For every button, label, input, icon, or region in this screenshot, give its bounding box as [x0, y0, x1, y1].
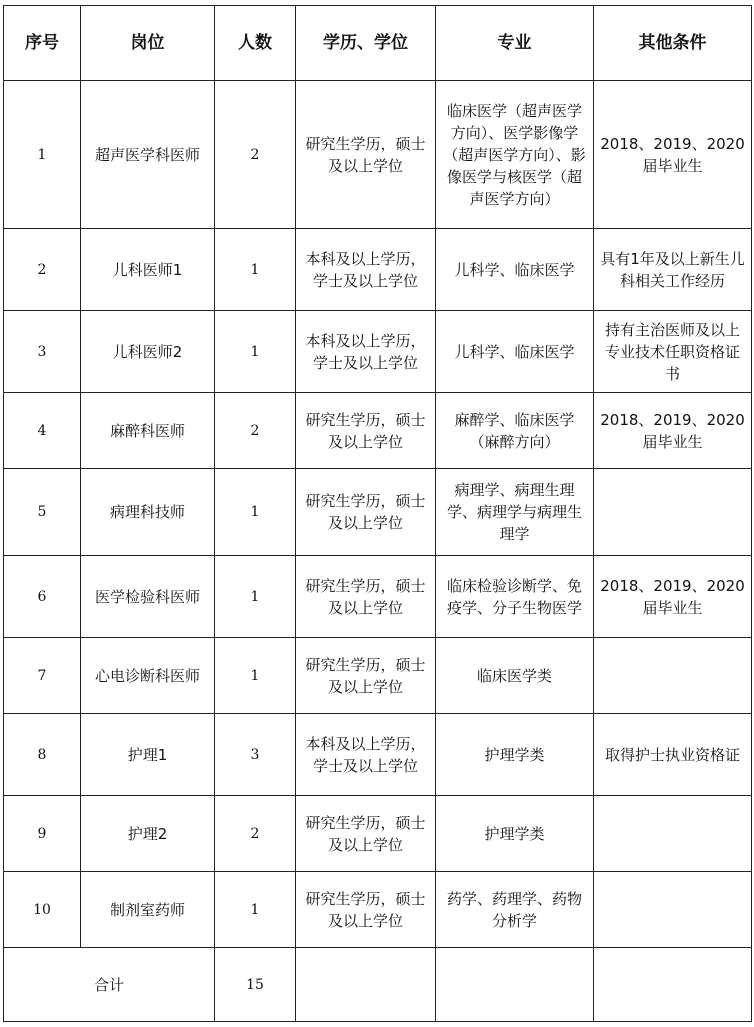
- table-row: [4, 469, 752, 556]
- row-index: 10: [4, 872, 81, 948]
- row-other: 持有主治医师及以上专业技术任职资格证书: [594, 311, 752, 393]
- header-other: 其他条件: [594, 6, 752, 81]
- row-index: 4: [4, 393, 81, 469]
- row-other: 2018、2019、2020届毕业生: [594, 556, 752, 638]
- row-count: 1: [215, 229, 296, 311]
- header-education: 学历、学位: [296, 6, 436, 81]
- row-position: 制剂室药师: [81, 872, 215, 948]
- row-index: 7: [4, 638, 81, 714]
- row-index: 3: [4, 311, 81, 393]
- row-major: 临床检验诊断学、免疫学、分子生物医学: [436, 556, 594, 638]
- row-education: 本科及以上学历，学士及以上学位: [296, 714, 436, 796]
- row-other: [594, 872, 752, 948]
- row-other: [594, 469, 752, 556]
- row-position: 病理科技师: [81, 469, 215, 556]
- row-other: 具有1年及以上新生儿科相关工作经历: [594, 229, 752, 311]
- row-count: 1: [215, 556, 296, 638]
- row-position: 医学检验科医师: [81, 556, 215, 638]
- row-other: 取得护士执业资格证: [594, 714, 752, 796]
- row-major: 护理学类: [436, 714, 594, 796]
- row-major: 麻醉学、临床医学（麻醉方向）: [436, 393, 594, 469]
- row-education: 研究生学历，硕士及以上学位: [296, 638, 436, 714]
- table-row: [4, 796, 752, 872]
- row-index: 1: [4, 81, 81, 229]
- row-position: 麻醉科医师: [81, 393, 215, 469]
- row-major: 临床医学（超声医学方向）、医学影像学（超声医学方向）、影像医学与核医学（超声医学方向）: [436, 81, 594, 229]
- row-position: 儿科医师2: [81, 311, 215, 393]
- row-index: 8: [4, 714, 81, 796]
- row-major: 儿科学、临床医学: [436, 311, 594, 393]
- header-major: 专业: [436, 6, 594, 81]
- total-empty-other: [594, 948, 752, 1022]
- row-education: 本科及以上学历，学士及以上学位: [296, 229, 436, 311]
- row-count: 1: [215, 872, 296, 948]
- row-other: [594, 638, 752, 714]
- row-major: 护理学类: [436, 796, 594, 872]
- row-index: 6: [4, 556, 81, 638]
- recruitment-table: [3, 5, 752, 1022]
- row-index: 9: [4, 796, 81, 872]
- total-row: [4, 948, 752, 1022]
- row-position: 儿科医师1: [81, 229, 215, 311]
- row-count: 1: [215, 311, 296, 393]
- row-major: 药学、药理学、药物分析学: [436, 872, 594, 948]
- header-position: 岗位: [81, 6, 215, 81]
- row-major: 临床医学类: [436, 638, 594, 714]
- total-label: 合计: [4, 948, 215, 1022]
- table-row: [4, 229, 752, 311]
- table-row: [4, 393, 752, 469]
- header-index: 序号: [4, 6, 81, 81]
- row-count: 3: [215, 714, 296, 796]
- row-other: [594, 796, 752, 872]
- table-row: [4, 714, 752, 796]
- total-count: 15: [215, 948, 296, 1022]
- row-position: 心电诊断科医师: [81, 638, 215, 714]
- table-row: [4, 311, 752, 393]
- row-education: 研究生学历，硕士及以上学位: [296, 469, 436, 556]
- row-other: 2018、2019、2020届毕业生: [594, 393, 752, 469]
- row-other: 2018、2019、2020届毕业生: [594, 81, 752, 229]
- header-count: 人数: [215, 6, 296, 81]
- row-education: 研究生学历，硕士及以上学位: [296, 393, 436, 469]
- row-major: 儿科学、临床医学: [436, 229, 594, 311]
- table-row: [4, 638, 752, 714]
- total-empty-major: [436, 948, 594, 1022]
- row-count: 2: [215, 393, 296, 469]
- row-education: 研究生学历，硕士及以上学位: [296, 796, 436, 872]
- row-count: 1: [215, 638, 296, 714]
- row-education: 研究生学历，硕士及以上学位: [296, 872, 436, 948]
- row-education: 研究生学历，硕士及以上学位: [296, 81, 436, 229]
- row-count: 1: [215, 469, 296, 556]
- row-index: 2: [4, 229, 81, 311]
- total-empty-education: [296, 948, 436, 1022]
- row-count: 2: [215, 81, 296, 229]
- table-row: [4, 81, 752, 229]
- row-education: 研究生学历，硕士及以上学位: [296, 556, 436, 638]
- row-index: 5: [4, 469, 81, 556]
- table-row: [4, 556, 752, 638]
- header-row: [4, 6, 752, 81]
- row-position: 护理2: [81, 796, 215, 872]
- row-count: 2: [215, 796, 296, 872]
- row-position: 超声医学科医师: [81, 81, 215, 229]
- row-position: 护理1: [81, 714, 215, 796]
- row-major: 病理学、病理生理学、病理学与病理生理学: [436, 469, 594, 556]
- row-education: 本科及以上学历，学士及以上学位: [296, 311, 436, 393]
- table-row: [4, 872, 752, 948]
